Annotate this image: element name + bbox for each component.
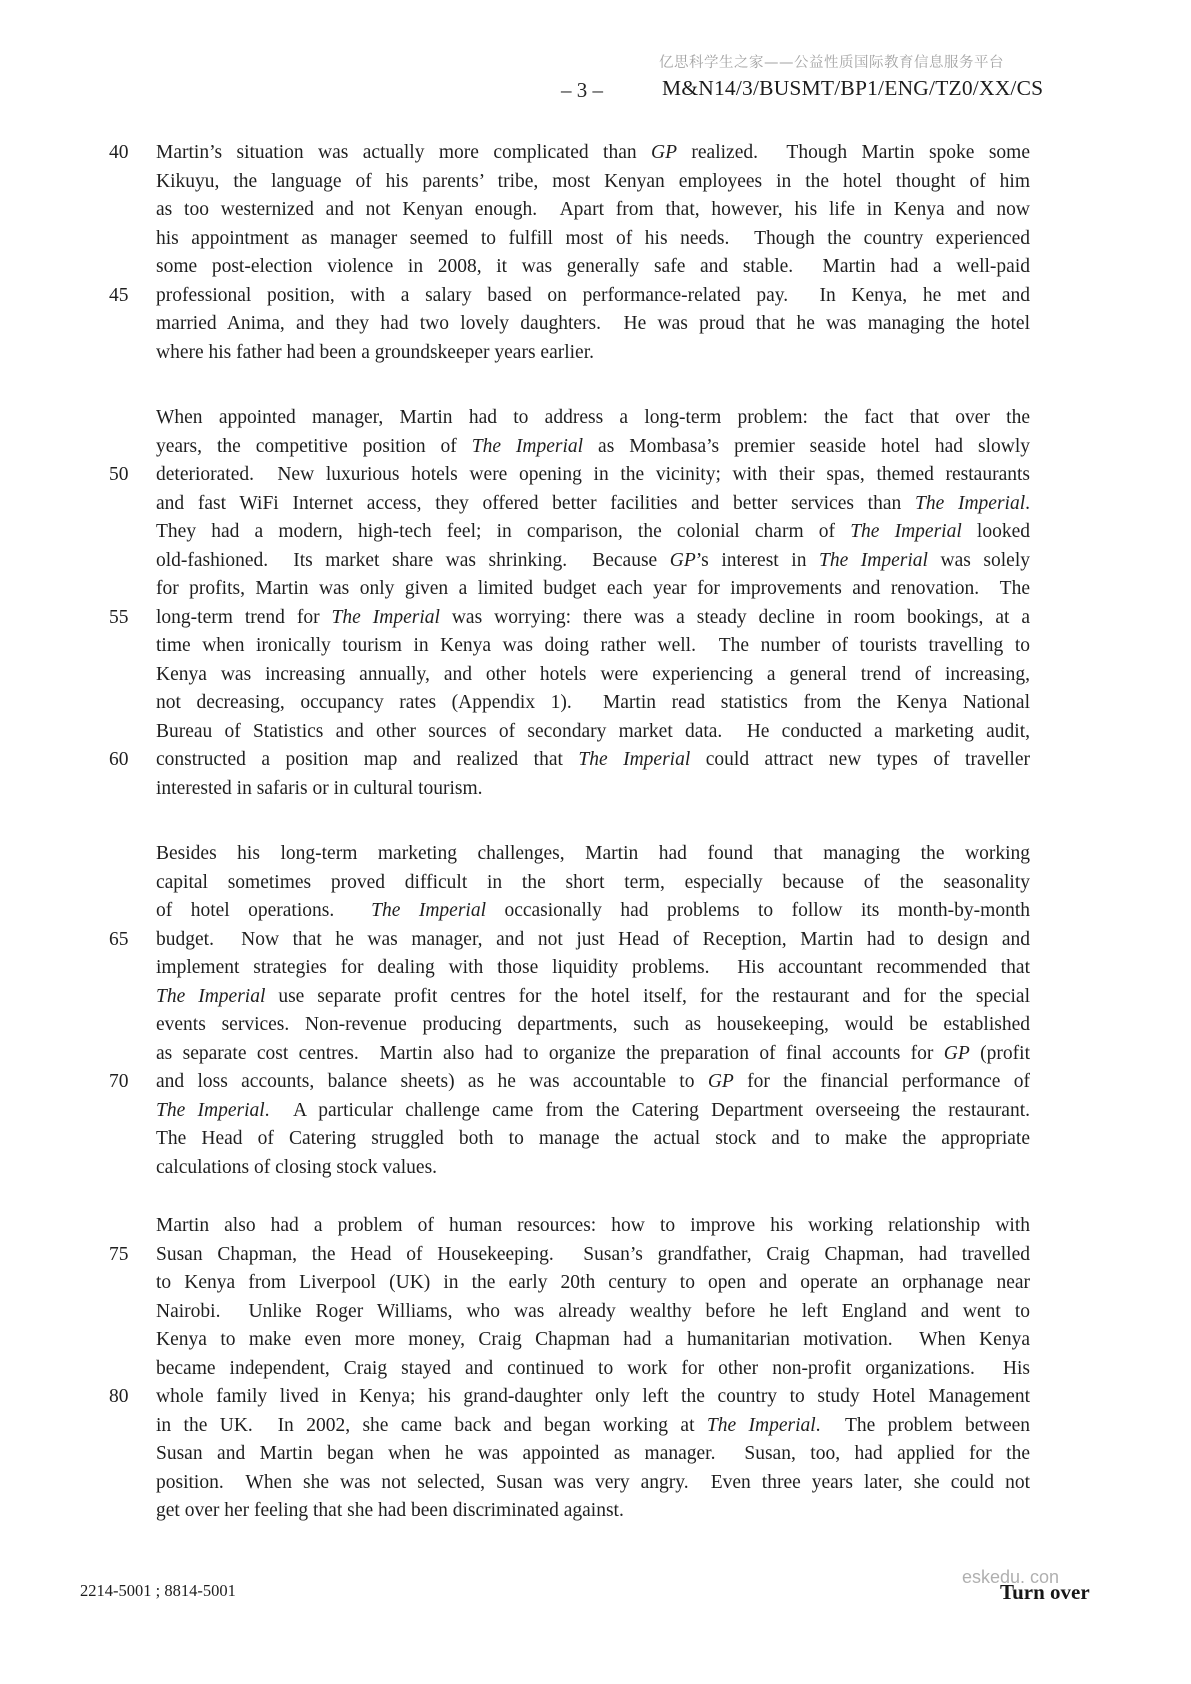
text-line: where his father had been a groundskeeper years earlier. <box>156 341 594 363</box>
text-line: events services. Non-revenue producing departments, such as housekeeping, would be established <box>156 1014 1030 1035</box>
paragraph <box>109 840 1031 1182</box>
text-line: Susan and Martin began when he was appointed as manager. Susan, too, had applied for the <box>156 1443 1030 1464</box>
text-line: as too westernized and not Kenyan enough. Apart from that, however, his life in Kenya and now <box>156 199 1030 220</box>
text-line: his appointment as manager seemed to fulfill most of his needs. Though the country experienced <box>156 227 1030 249</box>
line-number: 75 <box>109 1243 129 1265</box>
text-line: years, the competitive position of The Imperial as Mombasa’s premier seaside hotel had slowly <box>156 435 1030 457</box>
text-line: interested in safaris or in cultural tourism. <box>156 777 483 799</box>
text-line: calculations of closing stock values. <box>156 1156 438 1178</box>
paragraph <box>109 404 1031 803</box>
text-line: not decreasing, occupancy rates (Appendix 1). Martin read statistics from the Kenya National <box>156 692 1030 713</box>
line-number: 40 <box>109 142 129 163</box>
text-line: Nairobi. Unlike Roger Williams, who was already wealthy before he left England and went to <box>156 1300 1030 1322</box>
text-line: The Imperial. A particular challenge came from the Catering Department overseeing the restaurant. <box>156 1099 1031 1121</box>
text-line: The Head of Catering struggled both to manage the actual stock and to make the appropriate <box>156 1128 1030 1149</box>
text-line: The Imperial use separate profit centres for the hotel itself, for the restaurant and for the special <box>156 985 1030 1007</box>
eskedu-watermark: eskedu. con <box>962 1567 1060 1587</box>
text-line: 80 whole family lived in Kenya; his grand-daughter only left the country to study Hotel Management <box>156 1383 1030 1412</box>
text-line: for profits, Martin was only given a limited budget each year for improvements and renovation. The <box>156 578 1030 599</box>
text-line: 55 long-term trend for The Imperial was worrying: there was a steady decline in room bookings, at a <box>156 604 1030 633</box>
text-line: 60 constructed a position map and realized that The Imperial could attract new types of traveller <box>156 746 1030 775</box>
text-line: 75 Susan Chapman, the Head of Housekeeping. Susan’s grandfather, Craig Chapman, had travelled <box>156 1241 1030 1270</box>
text-line: Kenya was increasing annually, and other hotels were experiencing a general trend of increasing, <box>156 663 1030 685</box>
text-line: get over her feeling that she had been discriminated against. <box>156 1500 624 1521</box>
text-line: time when ironically tourism in Kenya was doing rather well. The number of tourists travelling to <box>156 635 1030 656</box>
line-number: 50 <box>109 464 129 485</box>
text-line: Kikuyu, the language of his parents’ tribe, most Kenyan employees in the hotel thought of him <box>156 170 1030 192</box>
text-line: as separate cost centres. Martin also had to organize the preparation of final accounts for GP (profit <box>156 1042 1030 1064</box>
text-line: Kenya to make even more money, Craig Chapman had a humanitarian motivation. When Kenya <box>156 1329 1030 1350</box>
text-line: They had a modern, high-tech feel; in comparison, the colonial charm of The Imperial looked <box>156 521 1031 542</box>
chinese-header-watermark: 亿思科学生之家——公益性质国际教育信息服务平台 <box>659 55 1004 71</box>
text-line: capital sometimes proved difficult in the short term, especially because of the seasonality <box>156 871 1030 893</box>
line-number: 55 <box>109 606 129 628</box>
line-number: 65 <box>109 928 129 950</box>
turn-over-label: Turn over <box>1000 1580 1090 1604</box>
text-line: implement strategies for dealing with those liquidity problems. His accountant recommended that <box>156 957 1030 978</box>
line-number: 70 <box>109 1071 129 1092</box>
text-line: 45 professional position, with a salary based on performance-related pay. In Kenya, he met and <box>156 282 1030 311</box>
exam-paper-code: M&N14/3/BUSMT/BP1/ENG/TZ0/XX/CS <box>662 76 1044 100</box>
line-number: 80 <box>109 1386 129 1407</box>
paragraph <box>109 1212 1030 1526</box>
paragraph <box>109 139 1030 367</box>
document-codes: 2214-5001 ; 8814-5001 <box>80 1581 236 1600</box>
text-line: 70 and loss accounts, balance sheets) as he was accountable to GP for the financial performance of <box>156 1068 1030 1097</box>
line-number: 60 <box>109 749 129 770</box>
text-line: in the UK. In 2002, she came back and began working at The Imperial. The problem between <box>156 1414 1030 1436</box>
text-line: to Kenya from Liverpool (UK) in the early 20th century to open and operate an orphanage near <box>156 1272 1030 1293</box>
page-number: – 3 – <box>561 78 603 102</box>
text-line: position. When she was not selected, Susan was very angry. Even three years later, she could not <box>156 1471 1030 1493</box>
text-line: and fast WiFi Internet access, they offered better facilities and better services than The Imperial. <box>156 492 1031 514</box>
text-line: Bureau of Statistics and other sources of secondary market data. He conducted a marketing audit, <box>156 720 1030 742</box>
text-line: Besides his long-term marketing challenges, Martin had found that managing the working <box>156 843 1030 864</box>
text-line: of hotel operations. The Imperial occasionally had problems to follow its month-by-month <box>156 900 1030 921</box>
text-line: 50 deteriorated. New luxurious hotels were opening in the vicinity; with their spas, themed restaurants <box>156 461 1030 490</box>
text-line: 40 Martin’s situation was actually more complicated than GP realized. Though Martin spoke some <box>156 139 1030 168</box>
text-line: old-fashioned. Its market share was shrinking. Because GP’s interest in The Imperial was solely <box>156 549 1030 571</box>
text-line: married Anima, and they had two lovely daughters. He was proud that he was managing the hotel <box>156 313 1030 334</box>
text-line: Martin also had a problem of human resources: how to improve his working relationship with <box>156 1215 1030 1236</box>
text-line: When appointed manager, Martin had to address a long-term problem: the fact that over the <box>156 407 1030 428</box>
text-line: some post-election violence in 2008, it was generally safe and stable. Martin had a well-paid <box>156 256 1030 277</box>
text-line: 65 budget. Now that he was manager, and not just Head of Reception, Martin had to design and <box>156 926 1030 955</box>
line-number: 45 <box>109 284 129 306</box>
text-line: became independent, Craig stayed and continued to work for other non-profit organizations. His <box>156 1357 1030 1379</box>
